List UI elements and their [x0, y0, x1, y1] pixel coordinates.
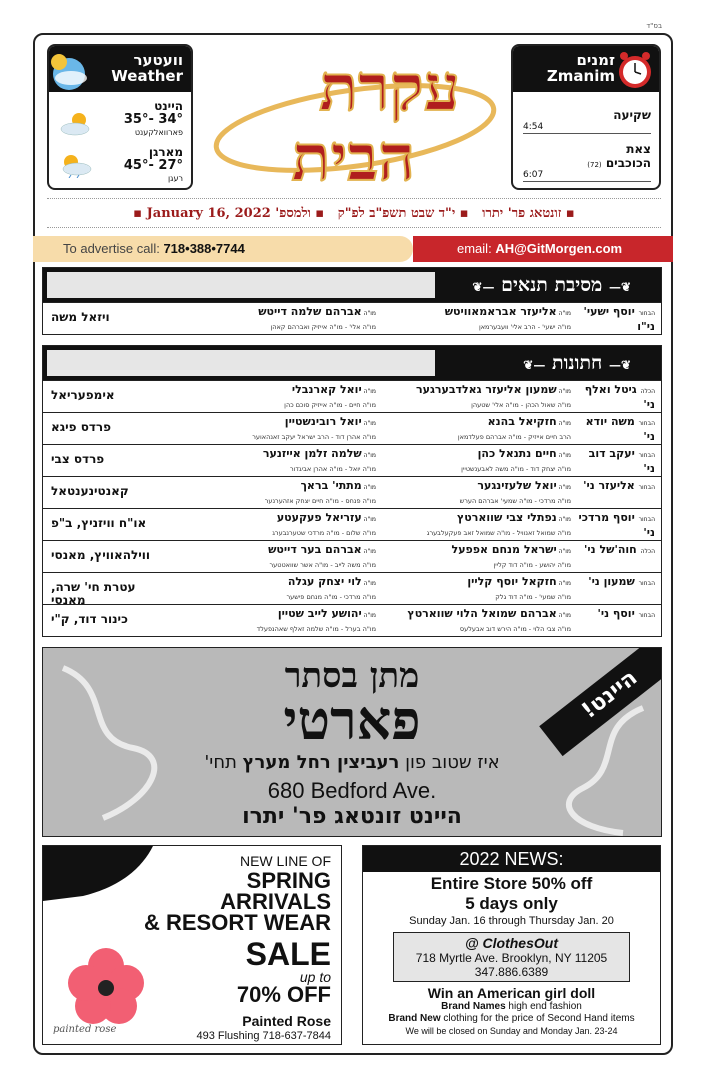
party-host-pre: איז שטוב פון	[405, 752, 500, 773]
zmanim-tzeis-note: (72)	[587, 161, 602, 169]
zmanim-shkiah-label: שקיעה	[613, 108, 651, 122]
logo-line1: עקרת	[319, 51, 460, 126]
party-when: היינט זונטאג פר' יתרו	[242, 804, 462, 829]
weddings-row	[43, 476, 661, 508]
advertise-email-label: email:	[457, 241, 492, 256]
news-closed: We will be closed on Sunday and Monday Jan. 23-24	[405, 1026, 618, 1036]
other-father-name: מו"ה יואל קארנבלי מו"ה חיים - מו"ה אייזיק סוכם כהן	[284, 383, 376, 409]
dateline	[47, 198, 661, 228]
spring-line1: NEW LINE OF	[239, 853, 331, 869]
zmanim-shkiah	[523, 108, 651, 134]
venue-name: קאנטינענטאל	[51, 484, 129, 498]
news-line2: 5 days only	[465, 894, 558, 913]
child-name: הבחור שמעון ני'	[588, 575, 655, 588]
weather-tomorrow	[124, 146, 183, 185]
zmanim-title-he: זמנים	[576, 51, 615, 69]
globe-icon	[47, 48, 95, 90]
dateline-english-date: ▪ ולמספ' January 16, 2022 ▪	[133, 206, 325, 221]
venue-name: ווילהאוויץ, מאנסי	[51, 548, 150, 562]
spring-line4: & RESORT WEAR	[144, 910, 331, 935]
party-banner: היינט!	[539, 647, 662, 756]
zmanim-tzeis-label: צאת הכוכבים	[605, 142, 651, 170]
weddings-row	[43, 572, 661, 607]
news-store: @ ClothesOut	[465, 935, 558, 951]
father-name: מו"ה חזקיאל בהנא הרב חיים אייזיק - מו"ה אברהם פעלדמאן	[457, 415, 571, 441]
spring-off: 70% OFF	[236, 982, 331, 1007]
advertise-call-label: To advertise call:	[63, 241, 160, 256]
child-name: הבחור יעקב דוב ני'	[588, 447, 655, 475]
news-phone[interactable]: 347.886.6389	[474, 965, 549, 979]
zmanim-tzeis-time: 6:07	[523, 170, 544, 180]
zmanim-title-en: Zmanim	[546, 67, 615, 85]
news-address: 718 Myrtle Ave. Brooklyn, NY 11205	[415, 951, 608, 965]
news-line4: Brand New clothing for the price of Second Hand items	[388, 1013, 635, 1024]
weather-tomorrow-desc: רעגן	[168, 174, 183, 183]
weather-tomorrow-temp: 45°- 27°	[123, 158, 183, 173]
news-store-box	[393, 932, 630, 982]
zmanim-box	[511, 44, 661, 190]
masthead-logo	[205, 38, 505, 198]
venue-name: או"ח וויזניץ, ב"פ	[51, 516, 147, 530]
weather-today-temp: 35°- 34°	[123, 112, 183, 127]
other-father-name: מו"ה יואל רובינשטיין מו"ה אהרן דוד - הרב ישראל יעקב זאנהאוער	[252, 415, 376, 441]
other-father-name: מו"ה יהושע לייב שטיין מו"ה בערל - מו"ה שלמה זאלף שאהנפעלד	[256, 607, 376, 633]
engagements-header-blank	[47, 272, 435, 298]
weddings-row	[43, 444, 661, 476]
father-name: מו"ה ישראל מנחם אפפעל מו"ה יהושע - מו"ה דוד קליין	[451, 543, 571, 569]
party-line2: פארטי	[283, 688, 421, 752]
dateline-hebrew-date: ▪ י"ד שבט תשפ"ב לפ"ק	[337, 206, 469, 221]
alarm-clock-icon	[615, 48, 655, 92]
weather-title-en: Weather	[111, 67, 183, 85]
top-note: בס"ד	[646, 22, 662, 30]
spring-ad	[42, 845, 342, 1045]
other-father-name: מו"ה אברהם שלמה דייטש מו"ה אלי' - מו"ה אייזיק ואברהם קאהן	[258, 305, 376, 331]
weather-today-desc: פארוואלקענט	[134, 128, 183, 137]
ornament-icon: —❦	[523, 358, 546, 372]
dateline-parsha: ▪ זונטאג פר' יתרו	[482, 206, 575, 221]
news-ad	[362, 845, 661, 1045]
weddings-header	[43, 346, 661, 380]
weddings-rows	[43, 380, 661, 636]
news-doll: Win an American girl doll	[427, 985, 596, 1001]
spring-brand: Painted Rose	[242, 1013, 331, 1029]
spring-signature: painted rose	[53, 1024, 117, 1035]
party-host-post: תחי'	[204, 752, 237, 773]
weather-title-he: וועטער	[133, 51, 183, 69]
weather-box	[47, 44, 193, 190]
venue-name: ויזאל משה	[51, 310, 110, 324]
other-father-name: מו"ה שלמה זלמן אייזנער מו"ה יואל - מו"ה אהרן אביגדור	[262, 447, 376, 473]
child-name: הכלה גיטל ואלף ני'	[584, 383, 655, 411]
other-father-name: מו"ה עזריאל פעקעטע מו"ה שלום - מו"ה מרדכי שטערנבערג	[272, 511, 376, 537]
party-host	[43, 752, 661, 773]
engagements-row	[43, 302, 661, 334]
news-line1: Entire Store 50% off	[430, 874, 593, 893]
child-name: הבחור משה יודא ני'	[585, 415, 655, 443]
advertise-phone[interactable]: 718•388•7744	[163, 241, 245, 256]
father-name: מו"ה אברהם שמואל הלוי שווארטץ מו"ה צבי הלוי - מו"ה הירש דוב אבעלעס	[407, 607, 571, 633]
ornament-icon: —❦	[472, 280, 495, 294]
party-line1: מתן בסתר	[284, 656, 420, 696]
party-ad	[42, 647, 662, 837]
sun-rain-icon	[59, 154, 93, 178]
advertise-email	[413, 236, 673, 262]
weddings-title: ❦— חתונות —❦	[523, 352, 631, 374]
weddings-section	[42, 345, 662, 637]
engagements-section	[42, 267, 662, 335]
venue-name: עטרת חי' שרה, מאנסי	[51, 580, 136, 607]
logo-line2: הבית	[291, 121, 415, 196]
spring-address: 493 Flushing 718-637-7844	[196, 1030, 331, 1042]
advertise-call	[33, 236, 413, 262]
father-name: מו"ה נפתלי צבי שווארטץ מו"ה שמואל זאנוויל - מו"ה שמואל זאב פעקעלבערג	[426, 511, 571, 537]
brushstroke-icon	[43, 846, 163, 906]
father-name: מו"ה יואל שלעזינגער מו"ה מרדכי - מו"ה שמעי' אברהם הערש	[459, 479, 571, 505]
other-father-name: מו"ה אברהם בער דייטש מו"ה משה לייב - מו"ה אשר שוואטטער	[268, 543, 376, 569]
child-name: הכלה חוה'של ני'	[584, 543, 655, 556]
zmanim-tzeis	[523, 142, 651, 182]
father-name: מו"ה שמעון אליעזר גאלדבערגער מו"ה שאול הכהן - מו"ה אלי' שטעהן	[416, 383, 571, 409]
news-header: 2022 NEWS:	[363, 846, 660, 872]
engagements-header	[43, 268, 661, 302]
venue-name: פרדס צבי	[51, 452, 105, 466]
weather-tomorrow-day: מארגן	[148, 145, 183, 159]
advertise-email-address[interactable]: AH@GitMorgen.com	[495, 241, 623, 256]
weddings-row	[43, 540, 661, 572]
spring-line2: SPRING	[246, 868, 331, 893]
engagements-title: ❦— מסיבת תנאים —❦	[472, 274, 631, 296]
flower-icon	[61, 941, 151, 1031]
child-name: הבחור אליעזר ני'	[583, 479, 655, 492]
sun-cloud-icon	[59, 112, 93, 136]
child-name: הבחור יוסף ישעי' ני"ו	[583, 305, 655, 333]
venue-name: אימפעריאל	[51, 388, 115, 402]
child-name: הבחור יוסף ני'	[597, 607, 655, 620]
weddings-header-blank	[47, 350, 435, 376]
other-father-name: מו"ה מתתי' בראך מו"ה פנחס - מו"ה חיים יצחק אזהערנער	[264, 479, 376, 505]
spring-line3: ARRIVALS	[220, 889, 331, 914]
news-line3: Brand Names high end fashion	[441, 1001, 582, 1012]
weather-today	[124, 100, 183, 139]
spring-upto: up to	[299, 969, 331, 985]
father-name: מו"ה חזקאל יוסף קליין מו"ה שמעי' - מו"ה דוד גלק	[467, 575, 571, 601]
weather-today-day: היינט	[154, 99, 183, 113]
party-host-name: רעביצין רחל מערץ	[242, 752, 400, 773]
party-address: 680 Bedford Ave.	[267, 778, 437, 803]
weddings-row	[43, 380, 661, 412]
other-father-name: מו"ה לוי יצחק עגלה מו"ה מרדכי - מו"ה מנחם פישער	[286, 575, 376, 601]
engagements-rows	[43, 302, 661, 334]
father-name: מו"ה חיים נתנאל כהן מו"ה יצחק דוד - מו"ה משה לאבענשטיין	[461, 447, 571, 473]
advertise-bar	[33, 236, 673, 262]
ornament-icon: ❦—	[608, 358, 631, 372]
ornament-icon: ❦—	[608, 280, 631, 294]
weddings-row	[43, 412, 661, 444]
news-dates: Sunday Jan. 16 through Thursday Jan. 20	[409, 915, 614, 927]
spring-sale: SALE	[245, 936, 331, 972]
weddings-row	[43, 508, 661, 540]
zmanim-shkiah-time: 4:54	[523, 122, 544, 132]
child-name: הבחור יוסף מרדכי ני'	[578, 511, 655, 539]
weddings-row	[43, 604, 661, 636]
father-name: מו"ה אליעזר אבראמאוויטש מו"ה ישעי' - הרב אלי' וועבערמאן	[444, 305, 571, 331]
venue-name: פרדס פיגא	[51, 420, 112, 434]
venue-name: כינור דוד, ק"י	[51, 612, 128, 626]
